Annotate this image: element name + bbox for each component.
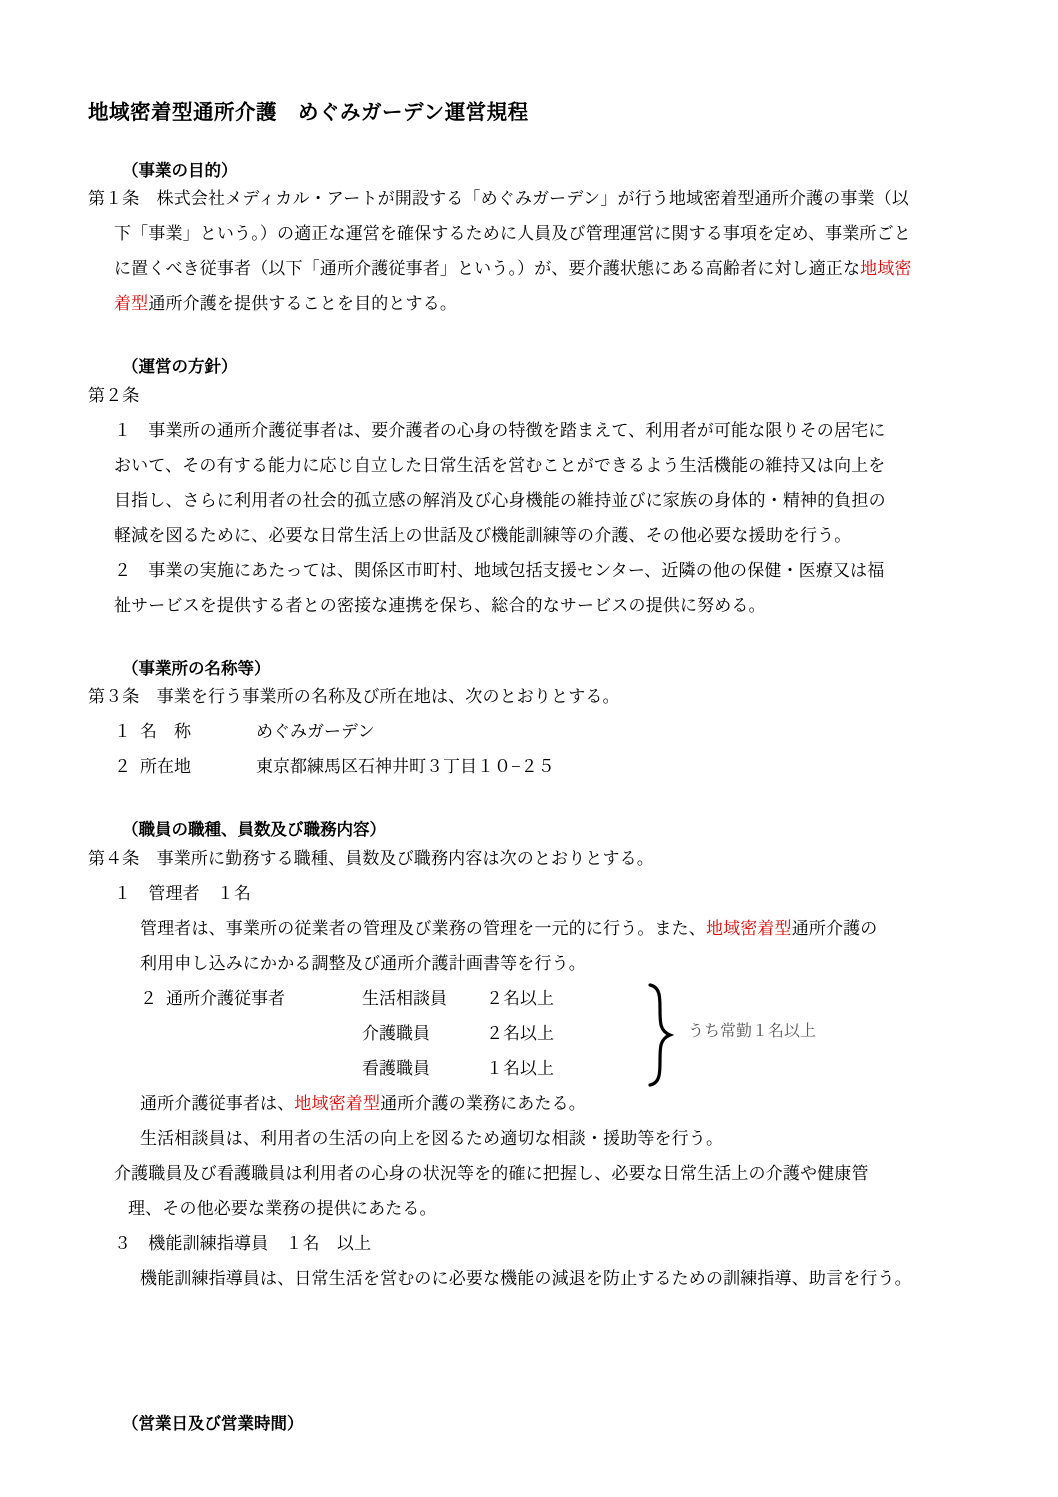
article-1-line-1: 第１条 株式会社メディカル・アートが開設する「めぐみガーデン」が行う地域密着型通所介護の事業（以 xyxy=(88,189,909,209)
highlight-chiiki-3: 地域密着型 xyxy=(705,919,792,939)
article-1-line-3 xyxy=(88,251,972,286)
article-2-item-2 xyxy=(88,553,972,623)
article-2-item-1-line-2: おいて、その有する能力に応じ自立した日常生活を営むことができるよう生活機能の維持又は向上を xyxy=(114,455,886,475)
office-row-value-2: 東京都練馬区石神井町３丁目１０−２５ xyxy=(256,757,555,777)
article-4-item-1-desc-line-2: 利用申し込みにかかる調整及び通所介護計画書等を行う。 xyxy=(140,954,586,974)
article-1-body xyxy=(88,181,972,321)
staff-table-row xyxy=(140,1016,972,1051)
office-info-row-name xyxy=(114,714,972,749)
office-row-value-1: めぐみガーデン xyxy=(256,722,375,742)
page-title: 地域密着型通所介護 めぐみガーデン運営規程 xyxy=(88,100,529,124)
spacer xyxy=(88,784,972,820)
article-4-item-3 xyxy=(88,1226,972,1261)
staff-role-label: 通所介護従事者 xyxy=(166,989,285,1009)
article-1-line-4 xyxy=(88,286,972,321)
spacer xyxy=(88,125,972,161)
staff-job-2: 介護職員 xyxy=(362,1024,430,1044)
section-heading-purpose: （事業の目的） xyxy=(122,160,238,180)
article-4-item-1-desc-line-1 xyxy=(140,911,972,946)
staff-table-row xyxy=(140,1051,972,1086)
section-heading-hours: （営業日及び営業時間） xyxy=(122,1414,304,1434)
article-4-item-2-desc-2: 生活相談員は、利用者の生活の向上を図るため適切な相談・援助等を行う。 xyxy=(140,1129,724,1149)
article-4-item-3-line: ３ 機能訓練指導員 １名 以上 xyxy=(114,1234,372,1254)
office-info-row-address xyxy=(114,749,972,784)
spacer xyxy=(88,321,972,357)
staff-count-1: ２名以上 xyxy=(486,989,554,1009)
staff-count-2: ２名以上 xyxy=(486,1024,554,1044)
office-row-number-2: ２ xyxy=(114,757,131,777)
article-2-item-1-line-4: 軽減を図るために、必要な日常生活上の世話及び機能訓練等の介護、その他必要な援助を行う。 xyxy=(114,525,852,545)
section-heading-staff: （職員の職種、員数及び職務内容） xyxy=(122,820,386,840)
staff-job-1: 生活相談員 xyxy=(362,989,447,1009)
article-4-item-2-desc-3 xyxy=(88,1156,972,1226)
article-1-line-3-text: に置くべき従事者（以下「通所介護従事者」という。）が、要介護状態にある高齢者に対し適正な xyxy=(114,259,861,279)
article-1-line-2: 下「事業」という。）の適正な運営を確保するために人員及び管理運営に関する事項を定め、事業所ごと xyxy=(114,224,911,244)
staff-table-row xyxy=(140,981,972,1016)
highlight-chiiki-2: 着型 xyxy=(114,294,149,314)
highlight-chiiki-4: 地域密着型 xyxy=(294,1094,381,1114)
spacer xyxy=(88,1296,972,1414)
article-2-item-2-line-1: ２ 事業の実施にあたっては、関係区市町村、地域包括支援センター、近隣の他の保健・医療又は福 xyxy=(114,560,885,580)
staff-brace-note: うち常勤１名以上 xyxy=(688,1023,817,1041)
office-info-list xyxy=(88,714,972,784)
article-1-line-4-text: 通所介護を提供することを目的とする。 xyxy=(148,294,458,314)
office-row-number-1: １ xyxy=(114,722,131,742)
article-2-item-1-line-1: １ 事業所の通所介護従事者は、要介護者の心身の特徴を踏まえて、利用者が可能な限りその居宅に xyxy=(114,420,886,440)
document-body xyxy=(88,0,972,1435)
office-row-label-2: 所在地 xyxy=(140,757,191,777)
article-2-label xyxy=(88,378,972,413)
article-4-item-2-desc-1a: 通所介護従事者は、 xyxy=(140,1094,295,1114)
article-4-item-1 xyxy=(88,876,972,911)
article-4-item-1-desc xyxy=(88,911,972,981)
article-4-item-1-desc-b: 通所介護の xyxy=(791,919,878,939)
article-4-item-3-desc-line: 機能訓練指導員は、日常生活を営むのに必要な機能の減退を防止するための訓練指導、助言を行う。 xyxy=(140,1269,912,1289)
staff-count-3: １名以上 xyxy=(486,1059,554,1079)
section-heading-policy: （運営の方針） xyxy=(122,357,238,377)
article-4-item-1-desc-a: 管理者は、事業所の従業者の管理及び業務の管理を一元的に行う。また、 xyxy=(140,919,706,939)
article-2-item-1-line-3: 目指し、さらに利用者の社会的孤立感の解消及び心身機能の維持並びに家族の身体的・精神的負担の xyxy=(114,490,886,510)
staff-job-3: 看護職員 xyxy=(362,1059,430,1079)
staff-item-number: ２ xyxy=(140,989,157,1009)
article-4-line: 第４条 事業所に勤務する職種、員数及び職務内容は次のとおりとする。 xyxy=(88,849,654,869)
article-4-item-2-desc-1b: 通所介護の業務にあたる。 xyxy=(380,1094,586,1114)
article-4-item-3-desc xyxy=(88,1261,972,1296)
article-4-item-1-line: １ 管理者 １名 xyxy=(114,884,252,904)
spacer xyxy=(88,623,972,659)
article-2-item-2-line-2: 祉サービスを提供する者との密接な連携を保ち、総合的なサービスの提供に努める。 xyxy=(114,595,766,615)
highlight-chiiki-1: 地域密 xyxy=(860,259,912,279)
article-3-line: 第３条 事業を行う事業所の名称及び所在地は、次のとおりとする。 xyxy=(88,687,620,707)
staff-table xyxy=(88,981,972,1086)
article-3-body xyxy=(88,679,972,714)
office-row-label-1: 名 称 xyxy=(140,722,191,742)
article-2-item-1 xyxy=(88,413,972,553)
article-4-item-2-desc-1-line xyxy=(140,1086,972,1121)
article-4-item-2-desc-3-line-2: 理、その他必要な業務の提供にあたる。 xyxy=(128,1199,437,1219)
article-4-item-2-desc-1 xyxy=(88,1086,972,1156)
article-2-number: 第２条 xyxy=(88,385,140,405)
article-4-body xyxy=(88,841,972,876)
section-heading-office: （事業所の名称等） xyxy=(122,658,271,678)
article-4-item-2-desc-3-line-1: 介護職員及び看護職員は利用者の心身の状況等を的確に把握し、必要な日常生活上の介護や健康管 xyxy=(114,1164,869,1184)
